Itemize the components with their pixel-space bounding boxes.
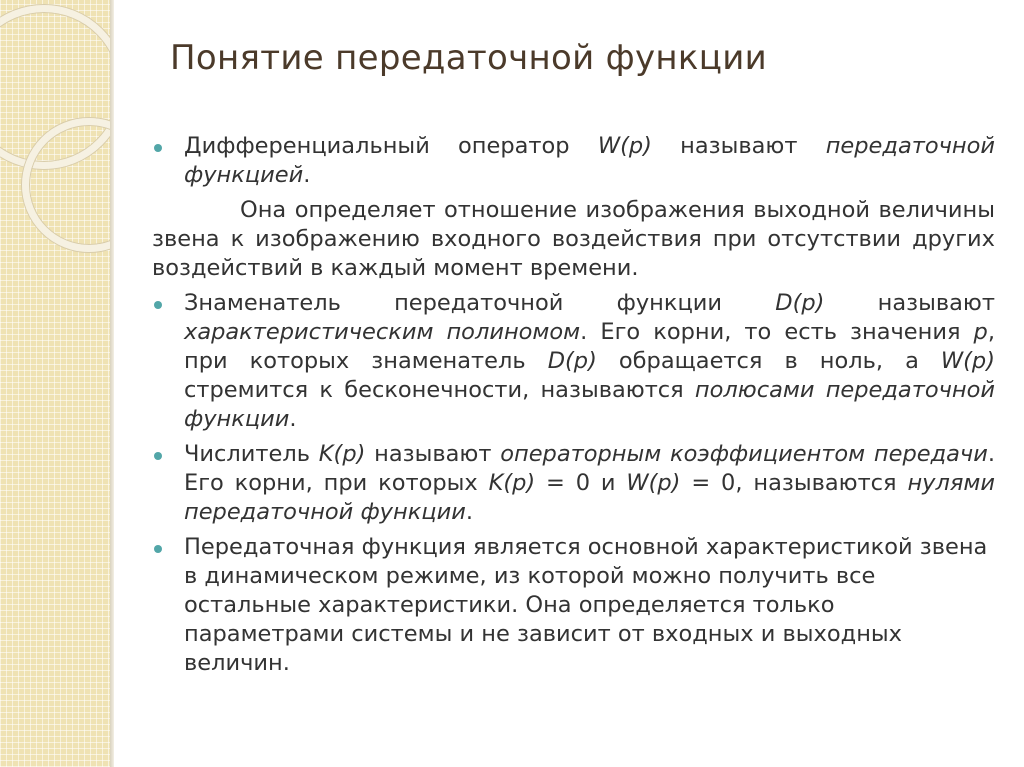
formula-span: W(p) <box>940 348 995 374</box>
slide-title: Понятие передаточной функции <box>170 38 767 78</box>
formula-span: p <box>973 319 988 345</box>
formula-span: D(p) <box>547 348 597 374</box>
formula-span: W(p) <box>597 133 652 159</box>
text-span: называют <box>824 290 995 316</box>
text-span: Знаменатель передаточной функции <box>184 290 776 316</box>
text-span: . <box>465 499 474 525</box>
text-span: = 0 и <box>535 470 627 496</box>
text-span: стремится к бесконечности, называются <box>184 377 695 403</box>
text-span: . Его корни, то есть значения <box>580 319 974 345</box>
text-span: обращается в ноль, а <box>596 348 941 374</box>
term-span: характеристическим полиномом <box>184 319 581 345</box>
term-span: передаточной функцией <box>184 133 995 188</box>
text-span: = 0, называются <box>680 470 908 496</box>
formula-span: D(p) <box>775 290 825 316</box>
formula-span: K(p) <box>488 470 536 496</box>
side-divider <box>110 0 114 767</box>
text-span: называют <box>651 133 826 159</box>
decorative-side-panel <box>0 0 110 767</box>
bullet-item <box>152 440 995 527</box>
bullet-item: Передаточная функция является основной характеристикой звена в динамическом режиме, из которой можно получить все остальные характеристики. Она определяется только параметрами системы и не зависит от входных и выходных величин. <box>152 533 995 678</box>
text-span: . <box>289 406 297 432</box>
text-span: Дифференциальный оператор <box>184 133 598 159</box>
term-span: нулями передаточной функции <box>184 470 995 525</box>
text-span: Числитель <box>184 441 319 467</box>
formula-span: W(p) <box>626 470 681 496</box>
text-span: называют <box>365 441 501 467</box>
text-span: . <box>303 162 311 188</box>
term-span: полюсами передаточной функции <box>184 377 995 432</box>
formula-span: K(p) <box>318 441 366 467</box>
term-span: операторным коэффициентом передачи <box>500 441 988 467</box>
text-span: , при которых знаменатель <box>184 319 995 374</box>
paragraph: Она определяет отношение изображения выходной величины звена к изображению входного воздействия при отсутствии других воздействий в каждый момент времени. <box>152 197 995 281</box>
text-span: . Его корни, при которых <box>184 441 995 496</box>
bullet-item <box>152 289 995 434</box>
bullet-item <box>152 132 995 190</box>
slide-content <box>152 132 995 684</box>
